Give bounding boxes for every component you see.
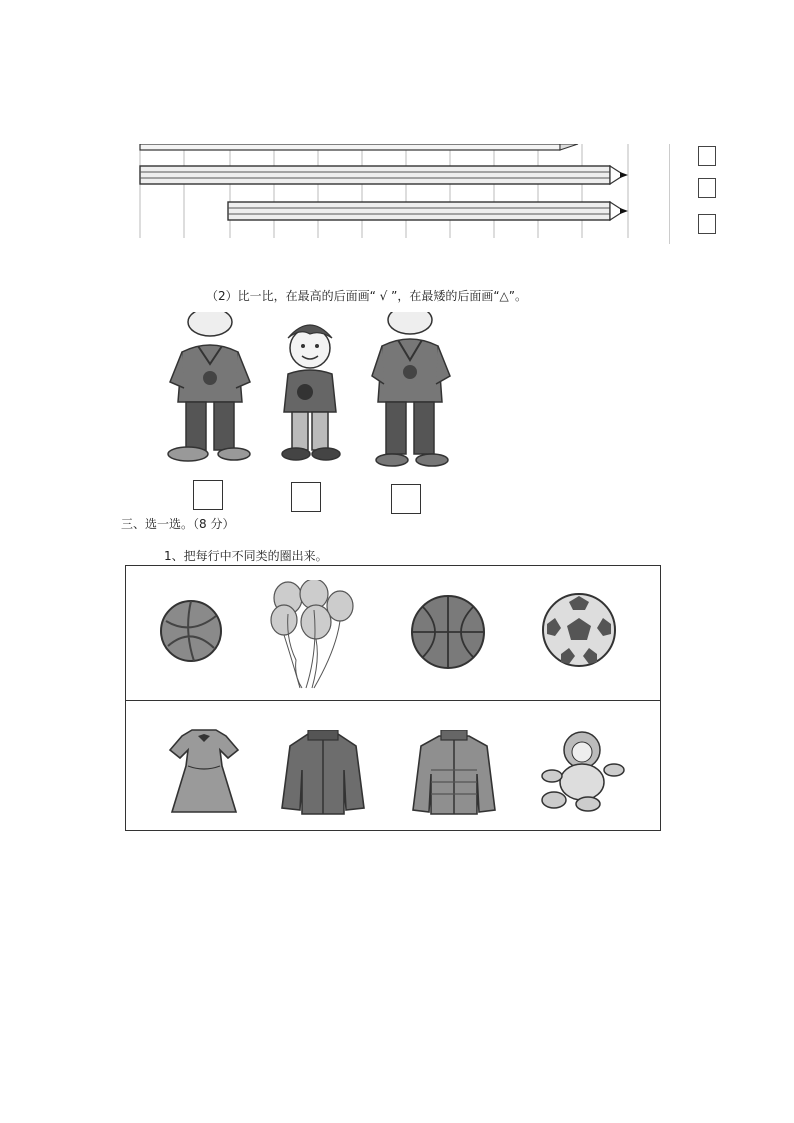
boy-2 [282, 325, 340, 460]
pencil-2 [140, 166, 628, 184]
volleyball-icon[interactable] [156, 596, 226, 666]
boys-illustration [160, 312, 460, 472]
answer-box-boy-3[interactable] [391, 484, 421, 514]
jacket-icon[interactable] [278, 730, 368, 816]
teddy-bear-icon[interactable] [536, 726, 626, 812]
answer-box-boy-1[interactable] [193, 480, 223, 510]
answer-box-boy-2[interactable] [291, 482, 321, 512]
sweater-icon[interactable] [409, 730, 499, 816]
row-divider [126, 700, 660, 701]
soccer-ball-icon[interactable] [539, 590, 619, 670]
section-3-title: 三、选一选。（8 分） [121, 517, 235, 531]
answer-box-pencil-3[interactable] [698, 214, 716, 234]
answer-box-pencil-1[interactable] [698, 146, 716, 166]
boy-3 [372, 312, 450, 466]
balloons-icon[interactable] [266, 580, 361, 690]
pencil-grid [138, 144, 630, 238]
basketball-icon[interactable] [408, 592, 488, 672]
dress-icon[interactable] [166, 726, 242, 816]
section-3-item-1: 1、把每行中不同类的圈出来。 [164, 549, 328, 563]
answer-box-pencil-2[interactable] [698, 178, 716, 198]
pencil-1 [140, 144, 578, 150]
pencil-3 [228, 202, 628, 220]
question-2-text: （2）比一比，在最高的后面画“ √ ”，在最矮的后面画“△”。 [206, 289, 528, 303]
grid-edge-line [669, 144, 671, 244]
odd-one-out-panel [125, 565, 661, 831]
boy-1 [168, 312, 250, 461]
